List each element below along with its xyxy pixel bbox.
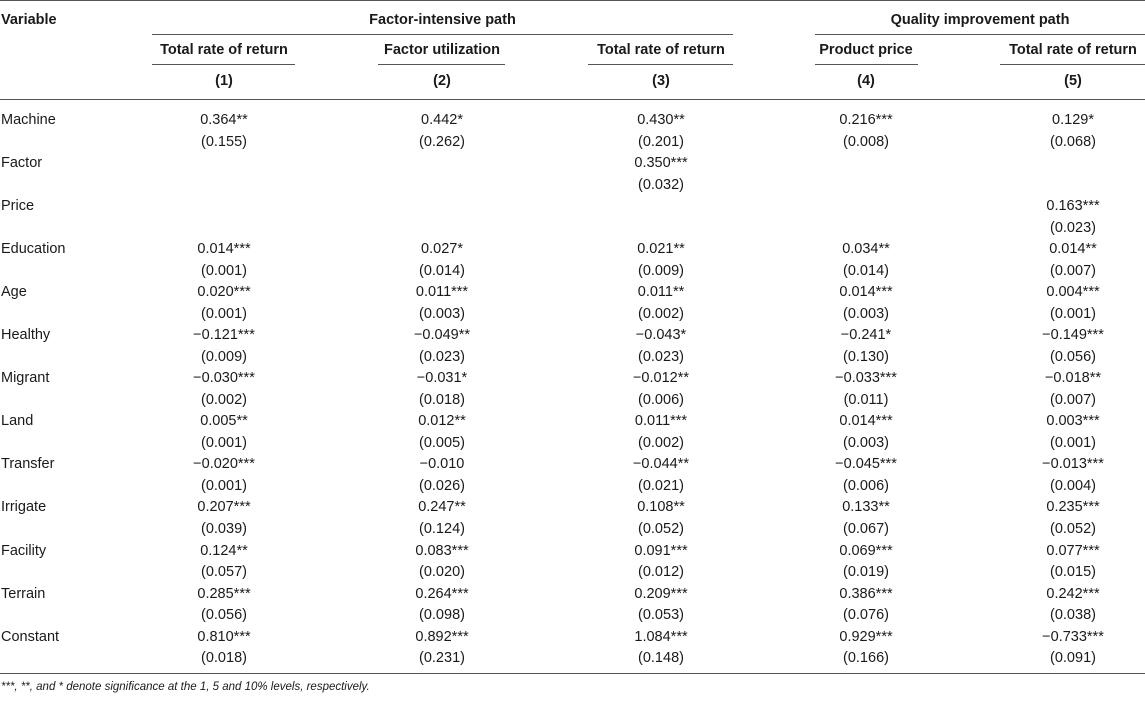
coefficient-cell: 0.264***: [415, 585, 469, 602]
standard-error-cell: (0.015): [1050, 564, 1096, 580]
column-header-number: (1): [215, 73, 233, 89]
column-header-number: (5): [1064, 73, 1082, 89]
coefficient-cell: 0.163***: [1046, 198, 1100, 215]
coefficient-cell: 0.003***: [1046, 413, 1100, 430]
standard-error-cell: (0.038): [1050, 607, 1096, 624]
coefficient-cell: 0.014***: [197, 241, 251, 258]
standard-error-cell: (0.011): [843, 391, 889, 408]
standard-error-cell: (0.009): [201, 348, 247, 365]
standard-error-cell: (0.124): [419, 520, 465, 537]
header-bottom-rule: [0, 99, 1145, 100]
coefficient-cell: 0.069***: [839, 542, 893, 559]
standard-error-cell: (0.001): [1050, 305, 1096, 322]
standard-error-cell: (0.039): [201, 520, 247, 537]
standard-error-cell: (0.014): [419, 262, 465, 279]
coefficient-cell: −0.241*: [840, 327, 892, 344]
column-header-number: (4): [857, 73, 875, 89]
column-header-label: Total rate of return: [160, 42, 288, 58]
row-variable-label: Transfer: [1, 456, 55, 473]
coefficient-cell: 0.034**: [842, 241, 890, 258]
standard-error-cell: (0.018): [419, 391, 465, 408]
standard-error-cell: (0.052): [1050, 520, 1096, 537]
row-variable-label: Irrigate: [1, 499, 47, 516]
standard-error-cell: (0.052): [638, 520, 684, 537]
footnote: ***, **, and * denote significance at the 1, 5 and 10% levels, respectively.: [1, 681, 370, 693]
coefficient-cell: −0.045***: [835, 456, 897, 473]
coefficient-cell: 0.247**: [418, 499, 466, 516]
standard-error-cell: (0.076): [843, 607, 889, 624]
coefficient-cell: 1.084***: [634, 628, 688, 645]
col-rule-5: [1000, 64, 1145, 65]
coefficient-cell: 0.242***: [1046, 585, 1100, 602]
coefficient-cell: 0.235***: [1046, 499, 1100, 516]
coefficient-cell: 0.285***: [197, 585, 251, 602]
coefficient-cell: 0.386***: [839, 585, 893, 602]
standard-error-cell: (0.091): [1050, 650, 1096, 667]
coefficient-cell: −0.049**: [413, 327, 471, 344]
row-variable-label: Healthy: [1, 327, 51, 344]
standard-error-cell: (0.155): [201, 133, 247, 150]
coefficient-cell: −0.013***: [1042, 456, 1104, 473]
coefficient-cell: 0.027*: [421, 241, 463, 258]
standard-error-cell: (0.021): [638, 477, 684, 494]
coefficient-cell: −0.010: [419, 456, 465, 473]
row-variable-label: Age: [1, 284, 27, 301]
standard-error-cell: (0.018): [201, 650, 247, 667]
row-variable-label: Terrain: [1, 585, 46, 602]
standard-error-cell: (0.007): [1050, 391, 1096, 408]
column-header-label: Factor utilization: [384, 42, 500, 58]
row-variable-label: Land: [1, 413, 34, 430]
coefficient-cell: 0.207***: [197, 499, 251, 516]
group-header-quality: Quality improvement path: [890, 12, 1070, 28]
coefficient-cell: 0.430**: [637, 112, 685, 128]
coefficient-cell: 0.012**: [418, 413, 466, 430]
standard-error-cell: (0.001): [201, 305, 247, 322]
standard-error-cell: (0.008): [843, 133, 889, 150]
standard-error-cell: (0.056): [201, 607, 247, 624]
coefficient-cell: −0.031*: [416, 370, 468, 387]
standard-error-cell: (0.001): [201, 434, 247, 451]
standard-error-cell: (0.130): [843, 348, 889, 365]
standard-error-cell: (0.148): [638, 650, 684, 667]
coefficient-cell: 0.005**: [200, 413, 248, 430]
row-variable-label: Factor: [1, 155, 43, 172]
group-rule-factor: [152, 34, 733, 35]
standard-error-cell: (0.002): [638, 434, 684, 451]
coefficient-cell: −0.149***: [1042, 327, 1104, 344]
standard-error-cell: (0.056): [1050, 348, 1096, 365]
row-variable-label: Migrant: [1, 370, 50, 387]
standard-error-cell: (0.001): [1050, 434, 1096, 451]
coefficient-cell: 0.209***: [634, 585, 688, 602]
row-variable-label: Facility: [1, 542, 47, 559]
standard-error-cell: (0.023): [1050, 219, 1096, 236]
coefficient-cell: −0.043*: [635, 327, 687, 344]
top-rule: [0, 0, 1145, 1]
coefficient-cell: 0.014***: [839, 413, 893, 430]
row-variable-label: Education: [1, 241, 66, 258]
standard-error-cell: (0.262): [419, 133, 465, 150]
standard-error-cell: (0.007): [1050, 262, 1096, 279]
standard-error-cell: (0.005): [419, 434, 465, 451]
standard-error-cell: (0.019): [843, 564, 889, 580]
coefficient-cell: 0.350***: [634, 155, 688, 172]
standard-error-cell: (0.098): [419, 607, 465, 624]
column-header-label: Total rate of return: [1009, 42, 1137, 58]
standard-error-cell: (0.166): [843, 650, 889, 667]
col-rule-3: [588, 64, 733, 65]
coefficient-cell: −0.733***: [1042, 628, 1104, 645]
standard-error-cell: (0.003): [843, 305, 889, 322]
column-header-label: Product price: [819, 42, 913, 58]
coefficient-cell: −0.012**: [632, 370, 690, 387]
standard-error-cell: (0.026): [419, 477, 465, 494]
col-rule-4: [815, 64, 918, 65]
coefficient-cell: 0.077***: [1046, 542, 1100, 559]
variable-header: Variable: [1, 12, 57, 28]
standard-error-cell: (0.006): [638, 391, 684, 408]
standard-error-cell: (0.023): [419, 348, 465, 365]
standard-error-cell: (0.002): [638, 305, 684, 322]
standard-error-cell: (0.006): [843, 477, 889, 494]
coefficient-cell: 0.216***: [839, 112, 893, 128]
coefficient-cell: 0.020***: [197, 284, 251, 301]
column-header-label: Total rate of return: [597, 42, 725, 58]
standard-error-cell: (0.020): [419, 564, 465, 580]
standard-error-cell: (0.032): [638, 176, 684, 193]
coefficient-cell: 0.810***: [197, 628, 251, 645]
coefficient-cell: 0.108**: [637, 499, 685, 516]
coefficient-cell: 0.364**: [200, 112, 248, 128]
standard-error-cell: (0.068): [1050, 133, 1096, 150]
column-header-number: (3): [652, 73, 670, 89]
col-rule-1: [152, 64, 295, 65]
standard-error-cell: (0.009): [638, 262, 684, 279]
row-variable-label: Price: [1, 198, 35, 215]
coefficient-cell: 0.083***: [415, 542, 469, 559]
coefficient-cell: 0.133**: [842, 499, 890, 516]
coefficient-cell: 0.124**: [200, 542, 248, 559]
group-header-factor: Factor-intensive path: [369, 12, 516, 28]
coefficient-cell: 0.929***: [839, 628, 893, 645]
standard-error-cell: (0.002): [201, 391, 247, 408]
coefficient-cell: −0.044**: [632, 456, 690, 473]
standard-error-cell: (0.023): [638, 348, 684, 365]
standard-error-cell: (0.201): [638, 133, 684, 150]
coefficient-cell: −0.033***: [835, 370, 897, 387]
coefficient-cell: 0.011***: [415, 284, 469, 301]
coefficient-cell: 0.014**: [1049, 241, 1097, 258]
coefficient-cell: −0.121***: [193, 327, 255, 344]
standard-error-cell: (0.001): [201, 477, 247, 494]
standard-error-cell: (0.053): [638, 607, 684, 624]
standard-error-cell: (0.003): [419, 305, 465, 322]
coefficient-cell: 0.091***: [634, 542, 688, 559]
coefficient-cell: 0.129*: [1052, 112, 1094, 128]
coefficient-cell: 0.011**: [637, 284, 685, 301]
coefficient-cell: 0.892***: [415, 628, 469, 645]
coefficient-cell: −0.030***: [193, 370, 255, 387]
coefficient-cell: 0.021**: [637, 241, 685, 258]
coefficient-cell: 0.004***: [1046, 284, 1100, 301]
group-rule-quality: [815, 34, 1145, 35]
coefficient-cell: 0.014***: [839, 284, 893, 301]
column-header-number: (2): [433, 73, 451, 89]
standard-error-cell: (0.012): [638, 564, 684, 580]
standard-error-cell: (0.014): [843, 262, 889, 279]
coefficient-cell: 0.011***: [634, 413, 688, 430]
standard-error-cell: (0.067): [843, 520, 889, 537]
standard-error-cell: (0.057): [201, 564, 247, 580]
standard-error-cell: (0.231): [419, 650, 465, 667]
coefficient-cell: −0.018**: [1044, 370, 1102, 387]
coefficient-cell: −0.020***: [193, 456, 255, 473]
table-bottom-rule: [0, 673, 1145, 674]
coefficient-cell: 0.442*: [421, 112, 463, 128]
standard-error-cell: (0.003): [843, 434, 889, 451]
standard-error-cell: (0.004): [1050, 477, 1096, 494]
row-variable-label: Machine: [1, 112, 56, 128]
row-variable-label: Constant: [1, 628, 60, 645]
standard-error-cell: (0.001): [201, 262, 247, 279]
col-rule-2: [378, 64, 505, 65]
